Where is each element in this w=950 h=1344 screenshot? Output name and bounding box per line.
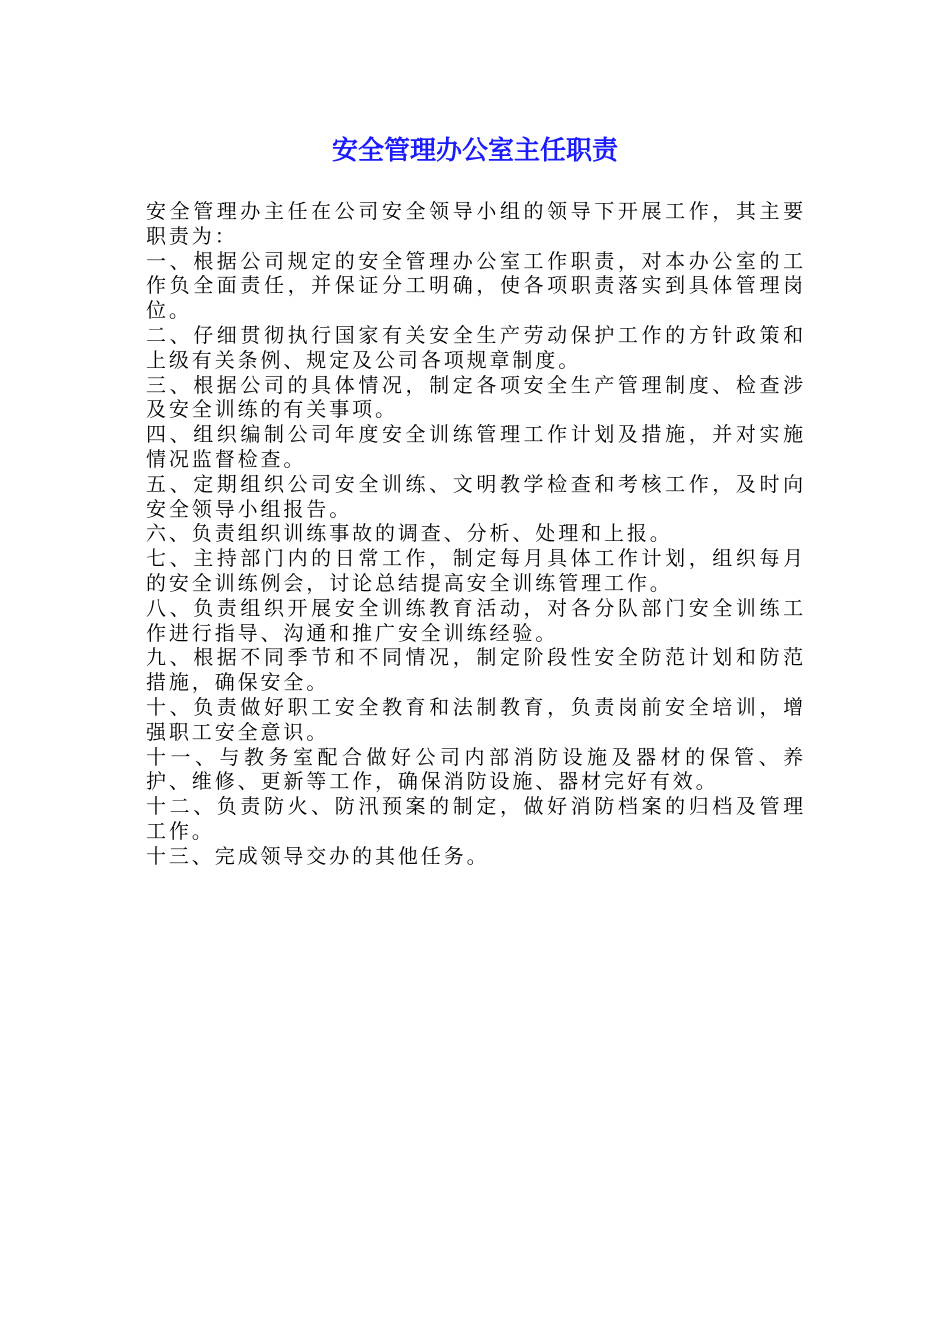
paragraph-item-5: 五、定期组织公司安全训练、文明教学检查和考核工作，及时向安全领导小组报告。 xyxy=(146,471,806,521)
paragraph-item-11: 十一、与教务室配合做好公司内部消防设施及器材的保管、养护、维修、更新等工作，确保消防设施、器材完好有效。 xyxy=(146,744,806,794)
paragraph-item-2: 二、仔细贯彻执行国家有关安全生产劳动保护工作的方针政策和上级有关条例、规定及公司各项规章制度。 xyxy=(146,322,806,372)
paragraph-item-3: 三、根据公司的具体情况，制定各项安全生产管理制度、检查涉及安全训练的有关事项。 xyxy=(146,372,806,422)
paragraph-item-1: 一、根据公司规定的安全管理办公室工作职责，对本办公室的工作负全面责任，并保证分工明确，使各项职责落实到具体管理岗位。 xyxy=(146,248,806,323)
document-title: 安全管理办公室主任职责 xyxy=(331,136,618,166)
paragraph-item-8: 八、负责组织开展安全训练教育活动，对各分队部门安全训练工作进行指导、沟通和推广安全训练经验。 xyxy=(146,595,806,645)
paragraph-item-13: 十三、完成领导交办的其他任务。 xyxy=(146,843,490,868)
document-body xyxy=(146,199,806,869)
paragraph-item-6: 六、负责组织训练事故的调查、分析、处理和上报。 xyxy=(146,521,673,546)
paragraph-item-12: 十二、负责防火、防汛预案的制定，做好消防档案的归档及管理工作。 xyxy=(146,794,806,843)
paragraph-item-7: 七、主持部门内的日常工作，制定每月具体工作计划，组织每月的安全训练例会，讨论总结提高安全训练管理工作。 xyxy=(146,546,806,595)
paragraph-item-9: 九、根据不同季节和不同情况，制定阶段性安全防范计划和防范措施，确保安全。 xyxy=(146,645,806,695)
paragraph-intro: 安全管理办主任在公司安全领导小组的领导下开展工作，其主要职责为： xyxy=(146,199,806,248)
paragraph-item-10: 十、负责做好职工安全教育和法制教育，负责岗前安全培训，增强职工安全意识。 xyxy=(146,694,806,744)
paragraph-item-4: 四、组织编制公司年度安全训练管理工作计划及措施，并对实施情况监督检查。 xyxy=(146,422,806,471)
